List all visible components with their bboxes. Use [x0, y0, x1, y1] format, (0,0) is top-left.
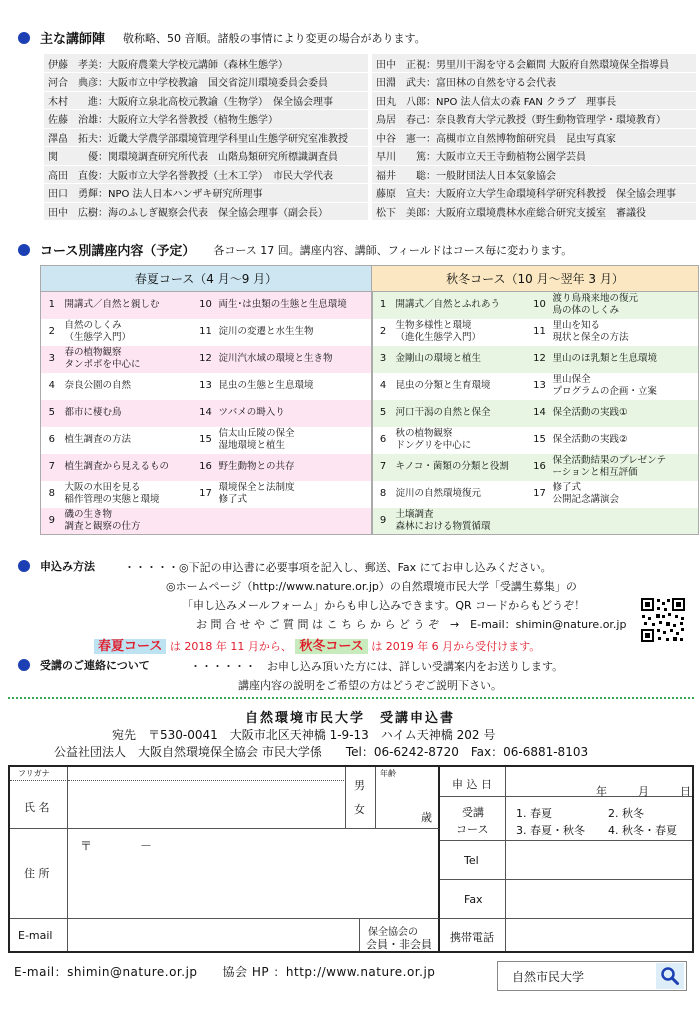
instructors-note: 敬称略、50 音順。諸般の事情により変更の場合があります。: [123, 31, 426, 45]
course-topic: 昆虫の分類と生育環境: [395, 380, 491, 391]
email-input[interactable]: [68, 919, 360, 951]
postal-mark: 〒 －: [80, 839, 153, 853]
course-number: 10: [529, 292, 551, 319]
apply-title: 申込み方法: [40, 560, 95, 573]
instructor-entry: 田淵 武夫：富田林の自然を守る会代表: [372, 73, 696, 92]
course-topic: 春の植物観察 タンポポを中心に: [63, 346, 195, 373]
qr-code-icon[interactable]: [640, 597, 686, 643]
application-form: [8, 765, 694, 953]
course-number: 3: [372, 346, 394, 373]
course-topic: 環境保全と法制度 修了式: [218, 482, 295, 505]
mobile-input[interactable]: [506, 919, 692, 951]
instructor-row: [44, 184, 696, 203]
instructor-entry: 澤畠 拓夫：近畿大学農学部環境管理学科里山生態学研究室准教授: [44, 128, 368, 147]
instructors-table: [44, 54, 696, 221]
course-topic: 里山保全 プログラムの企画・立案: [551, 373, 699, 400]
course-topic: 開講式／自然と親しむ: [63, 292, 195, 319]
course-number: 3: [41, 346, 63, 373]
instructor-row: [44, 128, 696, 147]
mobile-label: 携帯電話: [450, 931, 494, 944]
instructor-entry: 田中 広樹：海のふしぎ観察会代表 保全協会理事（副会長）: [44, 202, 368, 221]
furigana-input[interactable]: [68, 767, 346, 781]
year-unit: 年: [596, 785, 607, 798]
course-number: 1: [372, 292, 394, 319]
course-table: [40, 265, 699, 535]
instructor-entry: 伊藤 孝美：大阪府農業大学校元講師（森林生態学）: [44, 54, 368, 73]
course-number: 5: [372, 400, 394, 427]
course-row: [41, 508, 699, 535]
courses-title: コース別講座内容（予定）: [40, 244, 196, 259]
course-row: [41, 481, 699, 508]
apply-line-1: ・・・・・◎下記の申込書に必要事項を記入し、郵送、Fax にてお申し込みください。: [124, 561, 552, 574]
course-row: [41, 454, 699, 481]
instructor-row: [44, 54, 696, 73]
instructor-entry: 高田 直俊：大阪市立大学名誉教授（土木工学） 市民大学代表: [44, 165, 368, 184]
course-topic: 里山を知る 現状と保全の方法: [551, 319, 699, 346]
course-topic: 開講式／自然とふれあう: [394, 292, 529, 319]
course-topic: [217, 508, 372, 535]
course-number: 2: [372, 319, 394, 346]
contact-line-1: ・・・・・・ お申し込み頂いた方には、詳しい受講案内をお送りします。: [190, 660, 564, 673]
day-unit: 日: [680, 785, 691, 798]
instructor-entry: 松下 美郎：大阪府立環境農林水産総合研究支援室 審議役: [372, 202, 696, 221]
form-destination: 宛先 〒530-0041 大阪市北区天神橋 1-9-13 ハイム天神橋 202 号: [112, 728, 496, 742]
course-row: [41, 373, 699, 400]
course-number: 4: [41, 373, 63, 400]
course-number: 1: [41, 292, 63, 319]
course-number: 17: [199, 488, 212, 499]
apply-heading: [18, 558, 95, 574]
course-number: 9: [41, 508, 63, 535]
footer-contact: E-mail：shimin@nature.or.jp 協会 HP ：http://www.nature.or.jp: [14, 965, 436, 979]
apply-line-3: 「申し込みメールフォーム」からも申し込みできます。QR コードからもどうぞ！: [182, 599, 586, 612]
spring-course-schedule: は 2018 年 11 月から、: [169, 640, 292, 653]
course-number: 2: [41, 319, 63, 346]
course-number: 8: [372, 481, 394, 508]
course-topic: 都市に棲む鳥: [63, 400, 195, 427]
apply-line-2: ◎ホームページ（http://www.nature.or.jp）の自然環境市民大学「受講生募集」の: [166, 580, 577, 593]
course-number: 14: [529, 400, 551, 427]
course-topic: 植生調査から見えるもの: [63, 454, 195, 481]
apply-schedule: [94, 635, 540, 654]
course-label-1: 受講: [462, 806, 484, 819]
course-number: [195, 508, 217, 535]
course-number: 11: [199, 326, 212, 337]
date-label: 申 込 日: [452, 778, 492, 791]
course-topic: 淀川の変遷と水生生物: [218, 326, 314, 337]
instructor-entry: 佐藤 治雄：大阪府立大学名誉教授（植物生態学）: [44, 110, 368, 129]
course-topic: 渡り鳥飛来地の復元 鳥の体のしくみ: [551, 292, 699, 319]
name-label: 氏 名: [24, 801, 50, 814]
course-topic: キノコ・菌類の分類と役割: [394, 454, 529, 481]
search-box[interactable]: [497, 961, 687, 991]
bullet-dot-icon: [18, 659, 30, 671]
course-number: 15: [533, 434, 546, 445]
course-topic: 秋の植物観察 ドングリを中心に: [395, 428, 472, 451]
course-row: [41, 319, 699, 346]
tel-label: Tel: [464, 854, 479, 867]
instructors-title: 主な講師陣: [40, 32, 106, 47]
course-number: 17: [533, 488, 546, 499]
spring-course-header: 春夏コース（4 月〜9 月）: [41, 266, 372, 292]
instructor-entry: 藤原 宣夫：大阪府立大学生命環境科学研究科教授 保全協会理事: [372, 184, 696, 203]
age-label: 年齢: [380, 769, 396, 778]
tel-input[interactable]: [506, 841, 692, 880]
fax-label: Fax: [464, 893, 483, 906]
course-topic: 淀川汽水域の環境と生き物: [217, 346, 372, 373]
course-topic: [551, 508, 699, 535]
instructor-entry: 福井 聡：一般財団法人日本気象協会: [372, 165, 696, 184]
course-topic: 保全活動の実践②: [551, 427, 699, 454]
search-button[interactable]: [656, 963, 684, 989]
instructor-entry: 早川 篤：大阪市立天王寺動植物公園学芸員: [372, 147, 696, 166]
course-topic: 奈良公園の自然: [64, 380, 132, 391]
instructor-row: [44, 110, 696, 129]
instructor-entry: 鳥居 春己：奈良教育大学元教授（野生動物管理学・環境教育）: [372, 110, 696, 129]
course-option-4[interactable]: 4. 秋冬・春夏: [608, 824, 677, 837]
course-topic: 植生調査の方法: [64, 434, 132, 445]
course-row: [41, 427, 699, 454]
instructor-entry: 木村 進：大阪府立泉北高校元教諭（生物学） 保全協会理事: [44, 91, 368, 110]
course-number: 15: [199, 434, 212, 445]
fax-input[interactable]: [506, 880, 692, 919]
instructor-row: [44, 73, 696, 92]
course-number: [529, 508, 551, 535]
course-number: 16: [529, 454, 551, 481]
course-topic: 信太山丘陵の保全 湿地環境と植生: [218, 428, 295, 451]
course-number: 10: [195, 292, 217, 319]
month-unit: 月: [638, 785, 649, 798]
bullet-dot-icon: [18, 244, 30, 256]
contact-heading: [18, 657, 150, 673]
contact-title: 受講のご連絡について: [40, 659, 150, 672]
contact-line-2: 講座内容の説明をご希望の方はどうぞご説明下さい。: [238, 679, 502, 692]
female-option[interactable]: 女: [354, 803, 365, 816]
instructor-row: [44, 91, 696, 110]
course-row: [41, 400, 699, 427]
course-number: 6: [372, 427, 394, 454]
male-option[interactable]: 男: [354, 779, 365, 792]
instructor-row: [44, 147, 696, 166]
course-number: 5: [41, 400, 63, 427]
instructor-entry: 田丸 八郎：NPO 法人信太の森 FAN クラブ 理事長: [372, 91, 696, 110]
instructors-heading: [18, 28, 426, 47]
course-topic: 生物多様性と環境 （進化生態学入門）: [395, 320, 482, 343]
cut-line: [8, 697, 694, 699]
course-row: [41, 292, 699, 319]
spring-course-tag: 春夏コース: [94, 639, 166, 654]
course-topic: 金剛山の環境と植生: [394, 346, 529, 373]
course-topic: 里山のほ乳類と生息環境: [551, 346, 699, 373]
instructor-row: [44, 165, 696, 184]
course-topic: 野生動物との共存: [217, 454, 372, 481]
instructor-entry: 関 優：関環境調査研究所代表 山階鳥類研究所標識調査員: [44, 147, 368, 166]
form-organization: 公益社団法人 大阪自然環境保全協会 市民大学係 Tel：06-6242-8720 Fax：06-6881-8103: [54, 745, 589, 759]
course-number: 16: [195, 454, 217, 481]
courses-note: 各コース 17 回。講座内容、講師、フィールドはコース毎に変わります。: [213, 243, 573, 257]
course-topic: 保全活動の実践①: [551, 400, 699, 427]
course-topic: 淀川の自然環境復元: [395, 488, 482, 499]
course-number: 7: [41, 454, 63, 481]
course-topic: 磯の生き物 調査と観察の仕方: [63, 508, 195, 535]
course-topic: ツバメの塒入り: [217, 400, 372, 427]
member-label-2: 会員・非会員: [366, 938, 432, 951]
course-topic: 大阪の水田を見る 稲作管理の実態と環境: [64, 482, 160, 505]
course-topic: 自然のしくみ （生態学入門）: [64, 320, 132, 343]
email-label: E-mail: [18, 929, 53, 942]
course-row: [41, 346, 699, 373]
autumn-course-header: 秋冬コース（10 月〜翌年 3 月）: [372, 266, 699, 292]
course-topic: 昆虫の生態と生息環境: [218, 380, 314, 391]
course-topic: 修了式 公開記念講演会: [551, 481, 699, 508]
instructor-entry: 河合 典彦：大阪市立中学校教諭 国交省淀川環境委員会委員: [44, 73, 368, 92]
course-number: 12: [195, 346, 217, 373]
course-number: 12: [529, 346, 551, 373]
search-text: 自然市民大学: [512, 969, 585, 984]
course-option-3[interactable]: 3. 春夏・秋冬: [516, 824, 585, 837]
bullet-dot-icon: [18, 32, 30, 44]
course-number: 14: [195, 400, 217, 427]
address-label: 住 所: [24, 867, 50, 880]
course-number: 9: [372, 508, 394, 535]
course-number: 8: [41, 481, 63, 508]
course-topic: 保全活動結果のプレゼンテ ーションと相互評価: [551, 454, 699, 481]
course-option-1[interactable]: 1. 春夏: [516, 807, 552, 820]
course-topic: 両生･は虫類の生態と生息環境: [217, 292, 372, 319]
age-unit: 歳: [421, 811, 432, 824]
instructor-entry: 田口 勇輝：NPO 法人日本ハンザキ研究所理事: [44, 184, 368, 203]
course-number: 6: [41, 427, 63, 454]
bullet-dot-icon: [18, 560, 30, 572]
instructor-row: [44, 202, 696, 221]
course-option-2[interactable]: 2. 秋冬: [608, 807, 644, 820]
magnifier-icon: [660, 966, 680, 986]
apply-line-4: お 問 合 せ や ご 質 問 は こ ち ら か ら ど う ぞ → E-mail：shimin@nature.or.jp: [196, 618, 627, 631]
course-number: 4: [372, 373, 394, 400]
courses-heading: [18, 240, 572, 259]
course-number: 7: [372, 454, 394, 481]
furigana-label: フリガナ: [18, 769, 50, 778]
autumn-course-schedule: は 2019 年 6 月から受付けます。: [371, 640, 541, 653]
instructor-entry: 中谷 憲一：高槻市立自然博物館研究員 昆虫写真家: [372, 128, 696, 147]
course-label-2: コース: [456, 823, 489, 836]
course-number: 11: [533, 326, 546, 337]
course-number: 13: [199, 380, 212, 391]
form-title: 自然環境市民大学 受講申込書: [244, 711, 455, 726]
course-number: 13: [533, 380, 546, 391]
course-topic: 河口干潟の自然と保全: [394, 400, 529, 427]
autumn-course-tag: 秋冬コース: [295, 639, 367, 654]
member-label-1: 保全協会の: [368, 927, 418, 938]
instructor-entry: 田中 正視：男里川干潟を守る会顧問 大阪府自然環境保全指導員: [372, 54, 696, 73]
course-topic: 土壌調査 森林における物質循環: [394, 508, 529, 535]
name-input[interactable]: [68, 781, 346, 829]
